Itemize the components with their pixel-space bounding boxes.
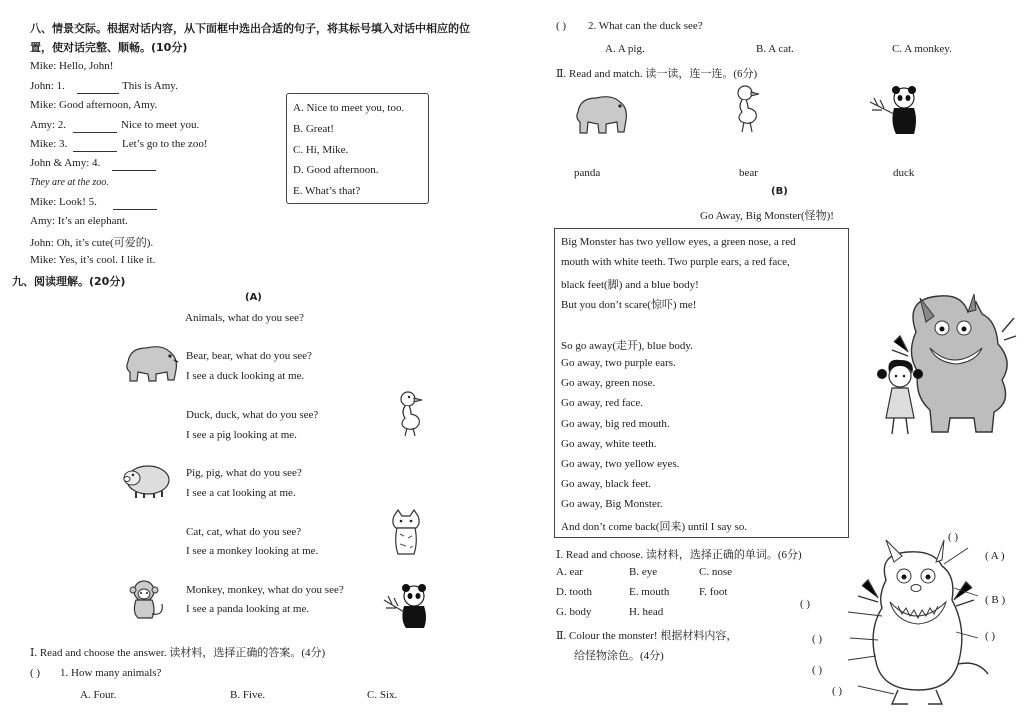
question-b-ii-instruction-line1: Ⅱ. Colour the monster! 根据材料内容，	[556, 630, 738, 642]
q2-option-c[interactable]: C. A monkey.	[892, 43, 952, 55]
option-c: C. Hi, Mike.	[293, 144, 349, 156]
poem-5-answer: I see a panda looking at me.	[186, 603, 310, 615]
story-line-15: And don’t come back(回来) until I say so.	[561, 521, 748, 533]
q2-answer-paren[interactable]: ( )	[556, 20, 567, 32]
story-line-10: Go away, big red mouth.	[561, 418, 670, 430]
story-line-12: Go away, two yellow eyes.	[561, 458, 680, 470]
dialog-line-10: John: Oh, it’s cute(可爱的).	[30, 237, 154, 249]
dialog-line-5-end: Let’s go to the zoo!	[122, 138, 208, 150]
pig-picture	[122, 460, 172, 500]
poem-2-answer: I see a pig looking at me.	[186, 429, 297, 441]
blank-5[interactable]	[113, 209, 157, 210]
blank-2[interactable]	[73, 132, 117, 133]
word-g: G. body	[556, 606, 592, 618]
options-box	[286, 93, 429, 204]
label-b: ( B )	[985, 594, 1006, 606]
passage-b-title: Go Away, Big Monster(怪物)!	[700, 210, 834, 222]
poem-1-answer: I see a duck looking at me.	[186, 370, 305, 382]
match-word-bear[interactable]: bear	[739, 167, 758, 179]
bear-picture	[122, 340, 180, 384]
monkey-picture	[124, 578, 168, 624]
match-bear-picture	[572, 90, 632, 136]
story-line-3: black feet(脚) and a blue body!	[561, 279, 699, 291]
passage-a-title: Animals, what do you see?	[185, 312, 304, 324]
word-d: D. tooth	[556, 586, 593, 598]
story-line-4: But you don’t scare(惊吓) me!	[561, 299, 697, 311]
story-line-2: mouth with white teeth. Two purple ears, a red face,	[561, 256, 790, 268]
poem-1-question: Bear, bear, what do you see?	[186, 350, 312, 362]
question-ii-instruction: Ⅱ. Read and match. 读一读，连一连。(6分)	[556, 68, 758, 80]
story-line-13: Go away, black feet.	[561, 478, 651, 490]
poem-5-question: Monkey, monkey, what do you see?	[186, 584, 344, 596]
duck-picture	[395, 390, 427, 438]
dialog-line-4-end: Nice to meet you.	[121, 119, 200, 131]
blank-label-bottom[interactable]: ( )	[832, 685, 843, 697]
dialog-line-11: Mike: Yes, it’s cool. I like it.	[30, 254, 156, 266]
blank-label-left-2[interactable]: ( )	[812, 633, 823, 645]
story-line-8: Go away, green nose.	[561, 377, 656, 389]
blank-label-left-3[interactable]: ( )	[812, 664, 823, 676]
blank-4[interactable]	[112, 170, 156, 171]
poem-2-question: Duck, duck, what do you see?	[186, 409, 319, 421]
section-8-title-line1: 八、情景交际。根据对话内容，从下面框中选出合适的句子，将其标号填入对话中相应的位	[30, 22, 470, 35]
story-line-1: Big Monster has two yellow eyes, a green nose, a red	[561, 236, 796, 248]
girl-and-monster-illustration	[864, 292, 1016, 438]
match-word-duck[interactable]: duck	[893, 167, 915, 179]
blank-1[interactable]	[77, 93, 119, 94]
word-a: A. ear	[556, 566, 583, 578]
q2-option-b[interactable]: B. A cat.	[756, 43, 794, 55]
panda-picture	[382, 582, 432, 630]
story-line-7: Go away, two purple ears.	[561, 357, 676, 369]
q1-option-c[interactable]: C. Six.	[367, 689, 398, 701]
story-line-9: Go away, red face.	[561, 397, 644, 409]
dialog-line-1: Mike: Hello, John!	[30, 60, 114, 72]
poem-4-question: Cat, cat, what do you see?	[186, 526, 302, 538]
story-line-11: Go away, white teeth.	[561, 438, 657, 450]
label-a: ( A )	[985, 550, 1005, 562]
word-f: F. foot	[699, 586, 728, 598]
poem-3-answer: I see a cat looking at me.	[186, 487, 296, 499]
section-8-title-line2: 置，使对话完整、顺畅。(10分)	[30, 41, 188, 54]
q1-text: 1. How many animals?	[60, 667, 162, 679]
passage-a-label: (A)	[245, 292, 262, 303]
story-line-6: So go away(走开), blue body.	[561, 340, 693, 352]
match-duck-picture	[732, 84, 766, 136]
word-b: B. eye	[629, 566, 658, 578]
word-h: H. head	[629, 606, 664, 618]
option-d: D. Good afternoon.	[293, 164, 379, 176]
story-box	[554, 228, 849, 538]
labelled-monster-diagram	[838, 540, 998, 710]
word-e: E. mouth	[629, 586, 670, 598]
dialog-line-8-start: Mike: Look! 5.	[30, 196, 97, 208]
dialog-line-4-start: Amy: 2.	[30, 119, 67, 131]
blank-label-top[interactable]: ( )	[948, 531, 959, 543]
word-c: C. nose	[699, 566, 732, 578]
passage-b-label: (B)	[771, 186, 788, 197]
q1-answer-paren[interactable]: ( )	[30, 667, 41, 679]
question-b-ii-instruction-line2: 给怪物涂色。(4分)	[574, 650, 664, 662]
q1-option-a[interactable]: A. Four.	[80, 689, 117, 701]
dialog-line-5-start: Mike: 3.	[30, 138, 68, 150]
q2-option-a[interactable]: A. A pig.	[605, 43, 645, 55]
cat-picture	[388, 508, 424, 558]
q2-text: 2. What can the duck see?	[588, 20, 703, 32]
dialog-line-2-start: John: 1.	[30, 80, 65, 92]
blank-label-left-1[interactable]: ( )	[800, 598, 811, 610]
story-line-14: Go away, Big Monster.	[561, 498, 663, 510]
dialog-line-2-end: This is Amy.	[122, 80, 178, 92]
dialog-line-6-start: John & Amy: 4.	[30, 157, 101, 169]
dialog-line-3: Mike: Good afternoon, Amy.	[30, 99, 158, 111]
question-i-instruction: Ⅰ. Read and choose the answer. 读材料，选择正确的答案。(4分)	[30, 647, 326, 659]
q1-option-b[interactable]: B. Five.	[230, 689, 266, 701]
option-e: E. What’s that?	[293, 185, 361, 197]
dialog-line-7: They are at the zoo.	[30, 177, 109, 188]
option-b: B. Great!	[293, 123, 334, 135]
match-panda-picture	[868, 84, 924, 136]
blank-3[interactable]	[73, 151, 117, 152]
option-a: A. Nice to meet you, too.	[293, 102, 405, 114]
dialog-line-9: Amy: It’s an elephant.	[30, 215, 128, 227]
section-9-title: 九、阅读理解。(20分)	[12, 275, 126, 288]
poem-3-question: Pig, pig, what do you see?	[186, 467, 302, 479]
question-b-i-instruction: Ⅰ. Read and choose. 读材料，选择正确的单词。(6分)	[556, 549, 802, 561]
poem-4-answer: I see a monkey looking at me.	[186, 545, 319, 557]
match-word-panda[interactable]: panda	[574, 167, 601, 179]
blank-label-right-1[interactable]: ( )	[985, 630, 996, 642]
